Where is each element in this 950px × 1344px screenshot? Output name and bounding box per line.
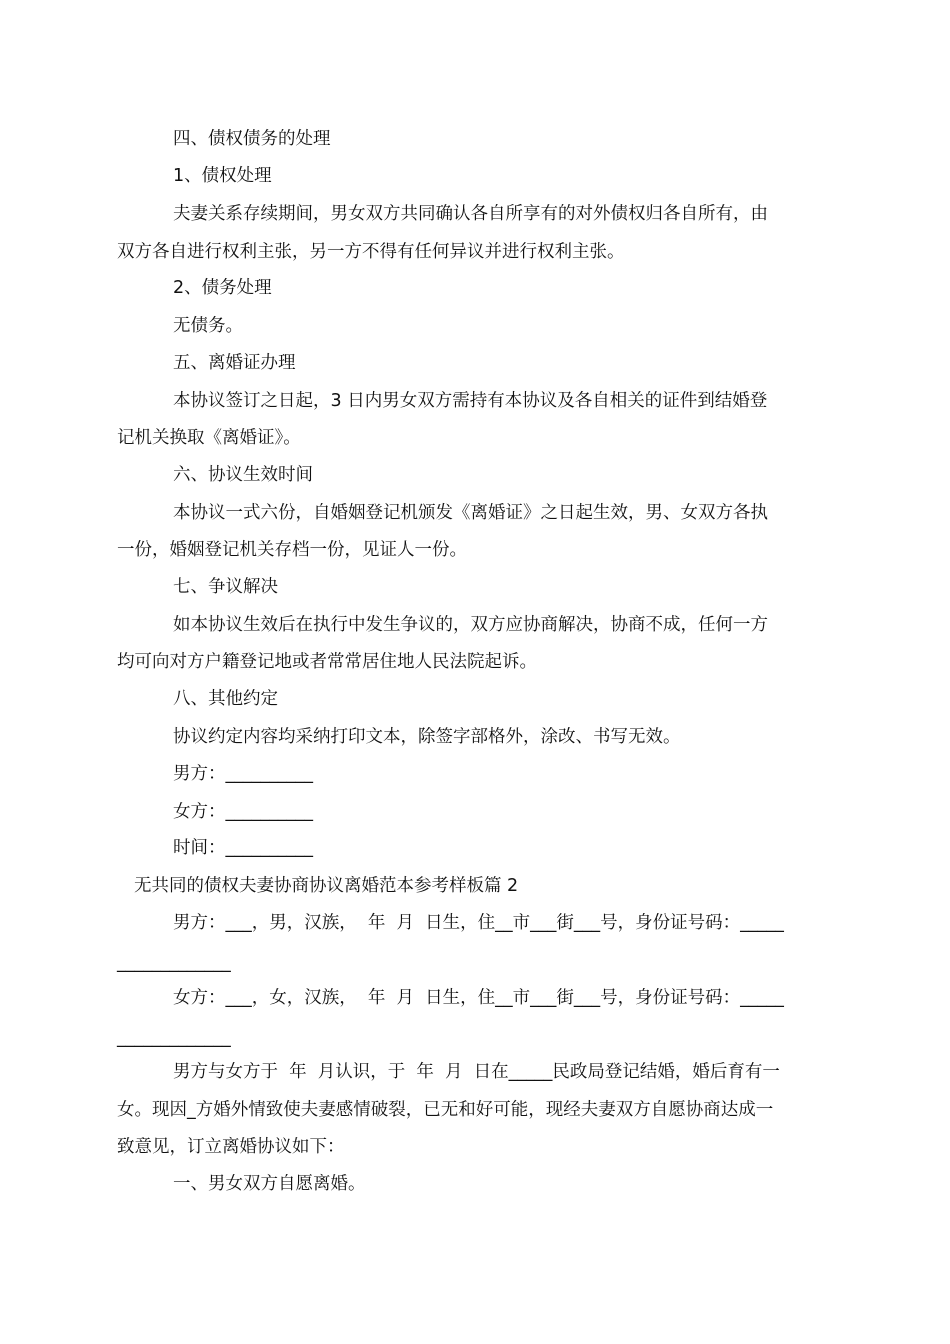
paragraph-line: 夫妻关系存续期间，男女双方共同确认各自所享有的对外债权归各自所有，由 [173,204,768,224]
paragraph-line: 协议约定内容均采纳打印文本，除签字部格外，涂改、书写无效。 [173,727,681,747]
paragraph-line: 均可向对方户籍登记地或者常常居住地人民法院起诉。 [117,652,537,672]
subheading-debts: 2、债务处理 [173,278,272,298]
section-heading-certificate: 五、离婚证办理 [173,353,296,373]
section-heading-debts: 四、债权债务的处理 [173,129,331,149]
party-line-continuation: _____________ [117,953,231,973]
paragraph-line: 致意见，订立离婚协议如下： [117,1137,345,1157]
party-line-husband: 男方：___，男，汉族， 年 月 日生，住__市___街___号，身份证号码：_____ [173,913,784,933]
section-heading-divorce: 一、男女双方自愿离婚。 [173,1174,366,1194]
section-heading-other: 八、其他约定 [173,689,278,709]
signature-line-date: 时间：__________ [173,838,313,858]
section-heading-effective-time: 六、协议生效时间 [173,465,313,485]
signature-line-wife: 女方：__________ [173,802,313,822]
paragraph-line: 双方各自进行权利主张，另一方不得有任何异议并进行权利主张。 [117,242,625,262]
paragraph-line: 本协议一式六份，自婚姻登记机颁发《离婚证》之日起生效，男、女双方各执 [173,503,768,523]
document-title: 无共同的债权夫妻协商协议离婚范本参考样板篇 2 [134,876,519,896]
paragraph-line: 记机关换取《离婚证》。 [117,428,301,448]
paragraph-line: 女。现因_方婚外情致使夫妻感情破裂，已无和好可能，现经夫妻双方自愿协商达成一 [117,1100,774,1120]
paragraph-line: 无债务。 [173,316,243,336]
party-line-continuation: _____________ [117,1028,231,1048]
signature-line-husband: 男方：__________ [173,764,313,784]
paragraph-line: 本协议签订之日起，3 日内男女双方需持有本协议及各自相关的证件到结婚登 [173,391,768,411]
section-heading-disputes: 七、争议解决 [173,577,278,597]
paragraph-line: 如本协议生效后在执行中发生争议的，双方应协商解决，协商不成，任何一方 [173,615,768,635]
paragraph-line: 男方与女方于 年 月认识，于 年 月 日在_____民政局登记结婚，婚后育有一 [173,1062,780,1082]
party-line-wife: 女方：___，女，汉族， 年 月 日生，住__市___街___号，身份证号码：_____ [173,988,784,1008]
subheading-creditor-rights: 1、债权处理 [173,166,272,186]
paragraph-line: 一份，婚姻登记机关存档一份，见证人一份。 [117,540,467,560]
